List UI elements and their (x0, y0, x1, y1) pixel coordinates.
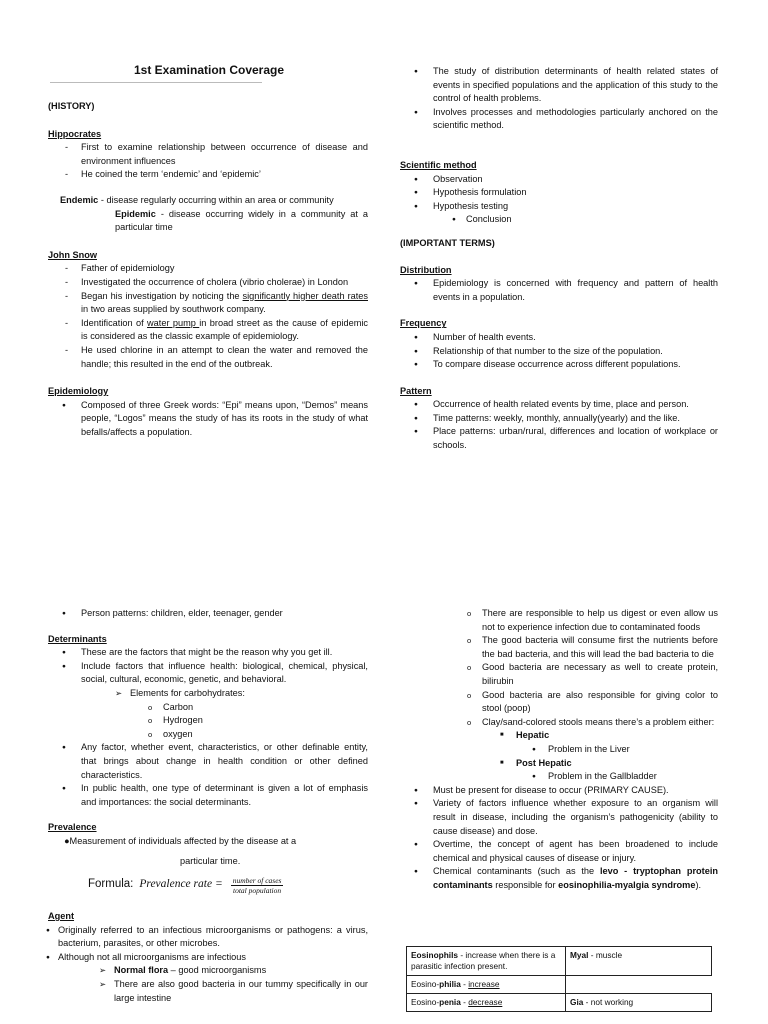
agent-heading: Agent (48, 911, 75, 922)
list-item: ● The study of distribution determinants of health related states of events in specified populations and the application of this study to the control of health problems. (400, 65, 718, 106)
agent-arrow-list (32, 964, 368, 1005)
list-item: ● Occurrence of health related events by time, place and person. (400, 398, 718, 412)
table-row (407, 947, 712, 976)
table-cell: Myal - muscle (566, 947, 712, 976)
distribution-heading: Distribution (400, 264, 452, 275)
list-item: - Investigated the occurrence of cholera (vibrio cholerae) in London (48, 276, 368, 290)
page2-left-column (48, 607, 368, 1005)
stool-causes-list (400, 729, 718, 743)
list-item: ■ Hepatic (400, 729, 718, 743)
table-cell: Gia - not working (566, 994, 712, 1012)
title-divider (50, 82, 262, 83)
hippocrates-heading: Hippocrates (48, 128, 102, 139)
pattern-list-cont (48, 607, 368, 621)
list-item: ● Hypothesis formulation (400, 186, 718, 200)
list-item: o There are responsible to help us digest or even allow us not to experience infection due to contaminated foods (400, 607, 718, 634)
post-hepatic-sublist (400, 770, 718, 784)
endemic-def: - disease regularly occurring within an area or community (98, 194, 334, 205)
determinants-list-cont (48, 741, 368, 809)
prevalence-line-2: particular time. (180, 855, 241, 866)
list-item: ● Person patterns: children, elder, teenager, gender (48, 607, 368, 621)
list-item: ● Problem in the Gallbladder (400, 770, 718, 784)
list-item: ● Although not all microorganisms are infectious (32, 951, 368, 965)
formula-label: Formula: (88, 878, 134, 891)
determinants-heading: Determinants (48, 633, 107, 644)
list-item: o oxygen (81, 728, 368, 742)
list-item: ● These are the factors that might be the reason why you get ill. (48, 646, 368, 660)
page2-right-column (400, 607, 718, 892)
list-item: ● Composed of three Greek words: “Epi” means upon, “Demos” means people, “Logos” means the study of has its roots in the study of what befalls/affects a population. (48, 399, 368, 440)
list-item: ● Time patterns: weekly, monthly, annually(yearly) and the like. (400, 412, 718, 426)
list-item: ● Epidemiology is concerned with frequency and pattern of health events in a population. (400, 277, 718, 304)
history-label: (HISTORY) (48, 101, 95, 111)
prevalence-heading: Prevalence (48, 822, 97, 833)
list-item: ● Number of health events. (400, 331, 718, 345)
carbohydrate-elements-list (81, 701, 368, 742)
pattern-heading: Pattern (400, 385, 432, 396)
prevalence-formula (48, 872, 368, 898)
list-item: ● Variety of factors influence whether exposure to an organism will result in disease, including the organism’s pathogenicity (ability to cause disease) and dose. (400, 797, 718, 838)
table-cell (566, 976, 712, 994)
john-snow-heading: John Snow (48, 249, 97, 260)
list-item: - He used chlorine in an attempt to clean the water and removed the handle; this resulted in the end of the outbreak. (48, 344, 368, 371)
list-item: o Hydrogen (81, 714, 368, 728)
list-item: ➢ Elements for carbohydrates: (48, 687, 368, 701)
hippocrates-list (48, 141, 368, 182)
list-item: - First to examine relationship between occurrence of disease and environment influences (48, 141, 368, 168)
table-row (407, 994, 712, 1012)
endemic-term: Endemic (60, 194, 99, 205)
list-item: ● Must be present for disease to occur (PRIMARY CAUSE). (400, 784, 718, 798)
list-item: o The good bacteria will consume first the nutrients before the bad bacteria, and this will lead the bad bacteria to die (400, 634, 718, 661)
epidemic-def: - disease occurring widely in a community at a particular time (115, 208, 368, 233)
determinants-list (48, 646, 368, 687)
endemic-definition (48, 194, 368, 208)
stool-causes-list-2 (400, 757, 718, 771)
formula-denominator: total population (233, 885, 282, 895)
list-item: ● Conclusion (320, 213, 718, 227)
epidemiology-list (48, 399, 368, 440)
list-item: - Father of epidemiology (48, 262, 368, 276)
list-item: ● Relationship of that number to the size of the population. (400, 345, 718, 359)
scientific-method-list (400, 173, 718, 214)
list-item: ● Hypothesis testing (400, 200, 718, 214)
table-cell: Eosino-penia - decrease (407, 994, 566, 1012)
frequency-heading: Frequency (400, 318, 447, 329)
epidemic-term: Epidemic (115, 208, 156, 219)
list-item: ● Place patterns: urban/rural, differences and location of workplace or schools. (400, 425, 718, 452)
list-item: o Clay/sand-colored stools means there’s a problem either: (400, 716, 718, 730)
list-item: ● Originally referred to an infectious microorganisms or pathogens: a virus, bacterium, parasites, or other microbes. (32, 924, 368, 951)
determinants-arrow-list (48, 687, 368, 701)
table-row (407, 976, 712, 994)
eosinophil-terms-table (406, 946, 712, 1012)
scientific-method-sublist (320, 213, 718, 227)
agent-list-cont (400, 784, 718, 893)
list-item: ● To compare disease occurrence across different populations. (400, 358, 718, 372)
distribution-list (400, 277, 718, 304)
formula-lhs: Prevalence rate = (139, 878, 223, 891)
list-item: ● Involves processes and methodologies particularly anchored on the scientific method. (400, 106, 718, 133)
list-item: ➢ Normal flora – good microorganisms (32, 964, 368, 978)
list-item: ● Overtime, the concept of agent has been broadened to include chemical and physical causes of disease or injury. (400, 838, 718, 865)
list-item: ■ Post Hepatic (400, 757, 718, 771)
john-snow-list (48, 262, 368, 371)
list-item: ● Include factors that influence health: biological, chemical, physical, social, cultural, economic, genetic, and behavioral. (48, 660, 368, 687)
prevalence-line: ●Measurement of individuals affected by the disease at a (64, 835, 297, 846)
page-title: 1st Examination Coverage (133, 63, 285, 77)
epidemiology-heading: Epidemiology (48, 386, 109, 397)
list-item: - Identification of water pump in broad street as the cause of epidemic is considered as the classic example of epidemiology. (48, 317, 368, 344)
list-item: ● Any factor, whether event, characteristics, or other definable entity, that brings about change in health condition or other defined characteristics. (48, 741, 368, 782)
list-item: ● Chemical contaminants (such as the levo - tryptophan protein contaminants responsible for eosinophilia-myalgia syndrome). (400, 865, 718, 892)
list-item: o Good bacteria are also responsible for giving color to stool (poop) (400, 689, 718, 716)
pattern-list (400, 398, 718, 452)
list-item: ● In public health, one type of determinant is given a lot of emphasis and importances: the social determinants. (48, 782, 368, 809)
frequency-list (400, 331, 718, 372)
list-item: ➢ There are also good bacteria in our tummy specifically in our large intestine (32, 978, 368, 1005)
list-item: ● Observation (400, 173, 718, 187)
page1-right-column (400, 65, 718, 453)
list-item: ● Problem in the Liver (400, 743, 718, 757)
formula-numerator: number of cases (232, 875, 282, 885)
list-item: - He coined the term ‘endemic’ and ‘epidemic’ (48, 168, 368, 182)
important-terms-label: (IMPORTANT TERMS) (400, 237, 495, 248)
table-cell: Eosino-philia - increase (407, 976, 566, 994)
page1-left-column (48, 100, 368, 439)
list-item: o Carbon (81, 701, 368, 715)
list-item: o Good bacteria are necessary as well to create protein, bilirubin (400, 661, 718, 688)
hepatic-sublist (400, 743, 718, 757)
scientific-method-heading: Scientific method (400, 159, 477, 170)
formula-fraction (231, 876, 284, 895)
good-bacteria-list (400, 607, 718, 729)
list-item: - Began his investigation by noticing the significantly higher death rates in two areas supplied by southwork company. (48, 290, 368, 317)
epidemiology-list-cont (400, 65, 718, 133)
agent-list (32, 924, 368, 965)
table-cell: Eosinophils - increase when there is a parasitic infection present. (407, 947, 566, 976)
